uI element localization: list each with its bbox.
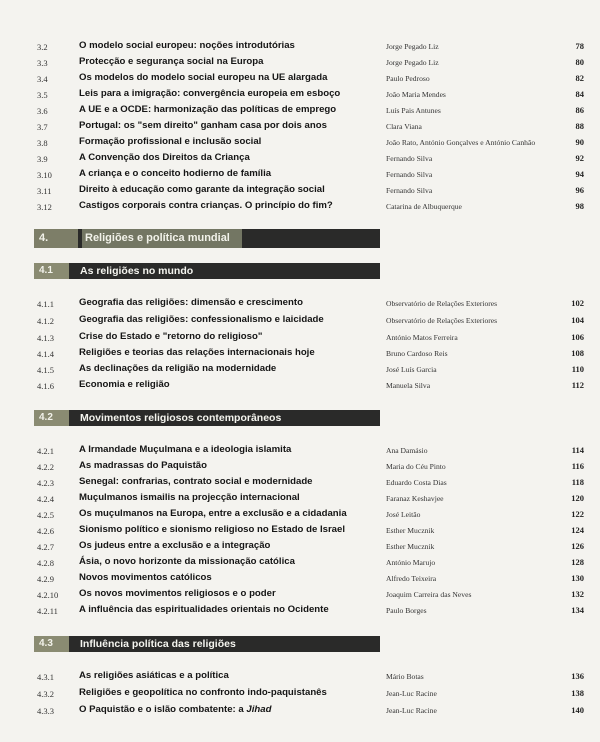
entry-author: José Luís Garcia [386,365,437,374]
toc-entry[interactable] [0,588,600,604]
entry-title[interactable]: A Convenção dos Direitos da Criança [79,152,250,163]
entry-number: 3.8 [37,138,48,148]
entry-page: 102 [571,298,584,308]
entry-number: 4.2.5 [37,510,54,520]
entry-number: 4.2.11 [37,606,58,616]
entry-author: João Rato, António Gonçalves e António Canhão [386,138,536,147]
entry-title[interactable]: O modelo social europeu: noções introdutórias [79,40,295,51]
toc-entry[interactable] [0,604,600,620]
entry-number: 4.2.8 [37,558,54,568]
entry-title[interactable]: Geografia das religiões: confessionalismo e laicidade [79,314,324,325]
entry-title[interactable]: Religiões e teorias das relações internacionais hoje [79,347,315,358]
entry-title[interactable]: A criança e o conceito hodierno de família [79,168,272,179]
entry-author: António Matos Ferreira [386,333,458,342]
entry-title-emphasis: Jihad [246,704,272,715]
entry-author: Catarina de Albuquerque [386,202,462,211]
entry-author: Jorge Pegado Liz [386,42,439,51]
entry-author: Esther Mucznik [386,542,435,551]
toc-entry[interactable] [0,152,600,168]
entry-author: Jean-Luc Racine [386,689,437,698]
entry-page: 98 [575,201,584,211]
section-title: Influência política das religiões [80,638,236,650]
entry-author: Eduardo Costa Dias [386,478,447,487]
entry-author: Manuela Silva [386,381,431,390]
entry-title[interactable]: Novos movimentos católicos [79,572,212,583]
entry-number: 3.9 [37,154,48,164]
toc-entry[interactable] [0,572,600,588]
entry-author: Bruno Cardoso Reis [386,349,448,358]
entry-title[interactable]: Os judeus entre a exclusão e a integração [79,540,271,551]
toc-entry[interactable] [0,508,600,524]
entry-page: 108 [571,348,584,358]
entry-author: Fernando Silva [386,186,433,195]
toc-entry[interactable] [0,168,600,184]
entry-page: 84 [575,89,584,99]
entry-page: 92 [575,153,584,163]
entry-title[interactable]: Ásia, o novo horizonte da missionação católica [79,556,295,567]
entry-title[interactable]: Senegal: confrarias, contrato social e modernidade [79,476,313,487]
entry-page: 116 [571,461,584,471]
entry-number: 4.3.3 [37,706,54,716]
toc-entry[interactable] [0,184,600,200]
entry-author: Maria do Céu Pinto [386,462,446,471]
entry-number: 3.4 [37,74,48,84]
toc-entry[interactable] [0,88,600,104]
entry-title[interactable]: A UE e a OCDE: harmonização das políticas de emprego [79,104,337,115]
entry-number: 3.7 [37,122,48,132]
entry-number: 4.3.1 [37,672,54,682]
toc-entry[interactable] [0,704,600,720]
entry-author: Jorge Pegado Liz [386,58,439,67]
entry-page: 140 [571,705,584,715]
toc-entry[interactable] [0,72,600,88]
entry-number: 3.10 [37,170,52,180]
entry-author: Mário Botas [386,672,424,681]
entry-title[interactable]: Formação profissional e inclusão social [79,136,262,147]
entry-author: Fernando Silva [386,154,433,163]
entry-title[interactable]: A Irmandade Muçulmana e a ideologia islamita [79,444,292,455]
entry-number: 3.2 [37,42,48,52]
entry-author: Observatório de Relações Exteriores [386,316,498,325]
entry-number: 3.11 [37,186,52,196]
entry-author: Ana Damásio [386,446,428,455]
entry-number: 4.2.6 [37,526,54,536]
entry-page: 110 [571,364,584,374]
section-number: 4.3 [34,636,69,652]
toc-entry[interactable] [0,492,600,508]
toc-entry[interactable] [0,476,600,492]
toc-entry[interactable] [0,297,600,313]
toc-entry[interactable] [0,347,600,363]
section-number: 4.2 [34,410,69,426]
entry-title[interactable]: Direito à educação como garante da integração social [79,184,325,195]
entry-page: 112 [571,380,584,390]
entry-author: Paulo Pedroso [386,74,430,83]
entry-page: 122 [571,509,584,519]
section-header[interactable] [34,410,380,426]
entry-number: 4.1.1 [37,299,54,309]
entry-number: 4.2.2 [37,462,54,472]
section-number: 4.1 [34,263,69,279]
entry-title[interactable]: Leis para a imigração: convergência europeia em esboço [79,88,341,99]
entry-page: 78 [575,41,584,51]
entry-title[interactable]: As declinações da religião na modernidade [79,363,277,374]
toc-entry[interactable] [0,460,600,476]
toc-entry[interactable] [0,363,600,379]
section-header[interactable] [34,263,380,279]
entry-title[interactable]: Sionismo político e sionismo religioso no Estado de Israel [79,524,346,535]
entry-author: Jean-Luc Racine [386,706,437,715]
entry-number: 4.3.2 [37,689,54,699]
entry-number: 4.2.4 [37,494,54,504]
toc-entry[interactable] [0,444,600,460]
toc-entry[interactable] [0,379,600,395]
entry-author: Clara Viana [386,122,422,131]
entry-page: 104 [571,315,584,325]
chapter-title: Religiões e política mundial [82,229,242,248]
toc-entry[interactable] [0,540,600,556]
entry-page: 120 [571,493,584,503]
toc-entry[interactable] [0,314,600,330]
entry-number: 3.3 [37,58,48,68]
toc-entry[interactable] [0,104,600,120]
entry-page: 80 [575,57,584,67]
entry-author: Faranaz Keshavjee [386,494,444,503]
entry-page: 128 [571,557,584,567]
entry-title-main: O Paquistão e o islão combatente: a [79,704,247,715]
section-header[interactable] [34,636,380,652]
chapter-number: 4. [34,229,78,248]
entry-title[interactable]: Religiões e geopolítica no confronto indo-paquistanês [79,687,327,698]
entry-number: 4.1.5 [37,365,54,375]
entry-page: 114 [571,445,584,455]
entry-title[interactable]: As religiões asiáticas e a política [79,670,229,681]
entry-page: 106 [571,332,584,342]
entry-title[interactable]: Castigos corporais contra crianças. O princípio do fim? [79,200,333,211]
entry-number: 4.2.10 [37,590,59,600]
entry-page: 82 [575,73,584,83]
entry-number: 4.2.1 [37,446,54,456]
entry-number: 4.1.4 [37,349,54,359]
entry-page: 88 [575,121,584,131]
entry-number: 4.2.9 [37,574,54,584]
entry-page: 136 [571,671,584,681]
entry-number: 3.12 [37,202,52,212]
entry-number: 4.1.3 [37,333,54,343]
entry-title[interactable] [79,704,271,715]
entry-page: 90 [575,137,584,147]
entry-author: Esther Mucznik [386,526,435,535]
entry-number: 4.2.3 [37,478,54,488]
entry-number: 4.1.2 [37,316,54,326]
entry-title[interactable]: Os novos movimentos religiosos e o poder [79,588,276,599]
entry-page: 130 [571,573,584,583]
entry-author: Observatório de Relações Exteriores [386,299,498,308]
entry-number: 4.1.6 [37,381,54,391]
entry-page: 138 [571,688,584,698]
toc-entry[interactable] [0,40,600,56]
entry-author: José Leitão [386,510,421,519]
entry-author: Joaquim Carreira das Neves [386,590,472,599]
entry-author: António Marujo [386,558,436,567]
entry-title[interactable]: As madrassas do Paquistão [79,460,207,471]
entry-title[interactable]: Os modelos do modelo social europeu na UE alargada [79,72,328,83]
entry-title[interactable]: Geografia das religiões: dimensão e crescimento [79,297,303,308]
entry-page: 86 [575,105,584,115]
entry-author: João Maria Mendes [386,90,446,99]
toc-entry[interactable] [0,670,600,686]
toc-entry[interactable] [0,556,600,572]
entry-page: 94 [575,169,584,179]
toc-entry[interactable] [0,200,600,216]
chapter-header[interactable] [34,229,380,248]
toc-entry[interactable] [0,524,600,540]
toc-entry[interactable] [0,120,600,136]
entry-title[interactable]: Protecção e segurança social na Europa [79,56,264,67]
entry-page: 132 [571,589,584,599]
entry-title[interactable]: Economia e religião [79,379,170,390]
toc-entry[interactable] [0,136,600,152]
entry-title[interactable]: A influência das espiritualidades orientais no Ocidente [79,604,329,615]
entry-page: 134 [571,605,584,615]
toc-entry[interactable] [0,331,600,347]
entry-author: Luís Pais Antunes [386,106,441,115]
section-title: As religiões no mundo [80,265,194,277]
entry-number: 4.2.7 [37,542,54,552]
entry-author: Paulo Borges [386,606,427,615]
toc-entry[interactable] [0,687,600,703]
entry-page: 118 [571,477,584,487]
entry-title[interactable]: Os muçulmanos na Europa, entre a exclusão e a cidadania [79,508,347,519]
entry-page: 96 [575,185,584,195]
entry-title[interactable]: Portugal: os "sem direito" ganham casa por dois anos [79,120,327,131]
entry-author: Alfredo Teixeira [386,574,437,583]
section-title: Movimentos religiosos contemporâneos [80,412,282,424]
entry-page: 124 [571,525,584,535]
entry-number: 3.6 [37,106,48,116]
entry-number: 3.5 [37,90,48,100]
toc-entry[interactable] [0,56,600,72]
entry-page: 126 [571,541,584,551]
entry-title[interactable]: Muçulmanos ismailis na projecção internacional [79,492,300,503]
entry-title[interactable]: Crise do Estado e "retorno do religioso" [79,331,263,342]
entry-author: Fernando Silva [386,170,433,179]
